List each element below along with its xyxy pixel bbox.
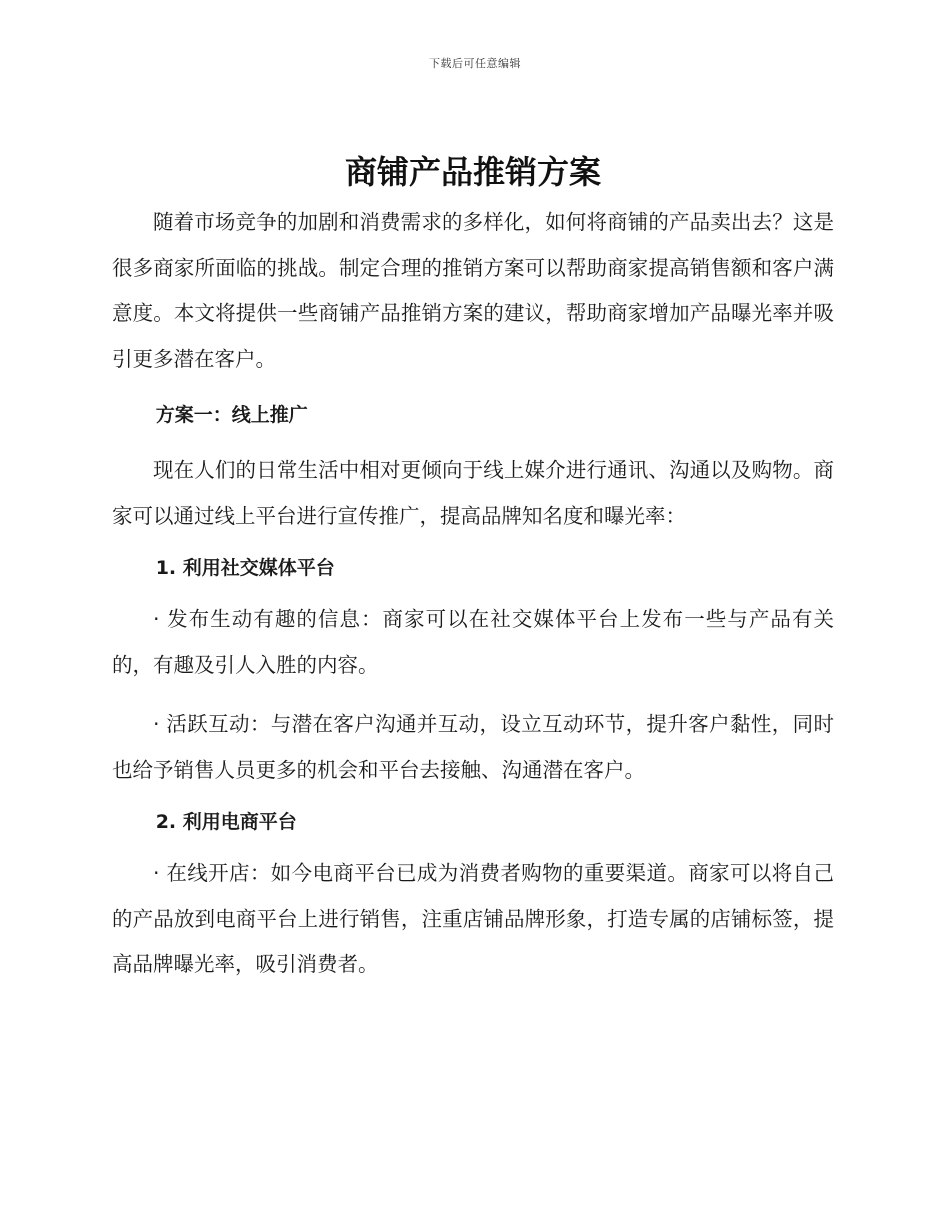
document-title: 商铺产品推销方案	[344, 153, 601, 191]
plan1-heading: 方案一：线上推广	[155, 404, 308, 426]
plan1-intro-paragraph: 现在人们的日常生活中相对更倾向于线上媒介进行通讯、沟通以及购物。商家可以通过线上平台进行宣传推广，提高品牌知名度和曝光率：	[112, 458, 834, 528]
section2-bullet-1: · 在线开店：如今电商平台已成为消费者购物的重要渠道。商家可以将自己的产品放到电商平台上进行销售，注重店铺品牌形象，打造专属的店铺标签，提高品牌曝光率，吸引消费者。	[112, 861, 834, 976]
section2-heading: 2. 利用电商平台	[155, 811, 297, 833]
header-note: 下载后可任意编辑	[429, 57, 521, 70]
section1-bullet-1: · 发布生动有趣的信息：商家可以在社交媒体平台上发布一些与产品有关的，有趣及引人入胜的内容。	[112, 607, 834, 677]
document-body	[112, 150, 834, 988]
section1-bullet-2: · 活跃互动：与潜在客户沟通并互动，设立互动环节，提升客户黏性，同时也给予销售人员更多的机会和平台去接触、沟通潜在客户。	[112, 712, 834, 782]
section1-heading: 1. 利用社交媒体平台	[155, 557, 335, 579]
intro-paragraph: 随着市场竞争的加剧和消费需求的多样化，如何将商铺的产品卖出去？这是很多商家所面临的挑战。制定合理的推销方案可以帮助商家提高销售额和客户满意度。本文将提供一些商铺产品推销方案的建议，帮助商家增加产品曝光率并吸引更多潜在客户。	[112, 210, 834, 371]
